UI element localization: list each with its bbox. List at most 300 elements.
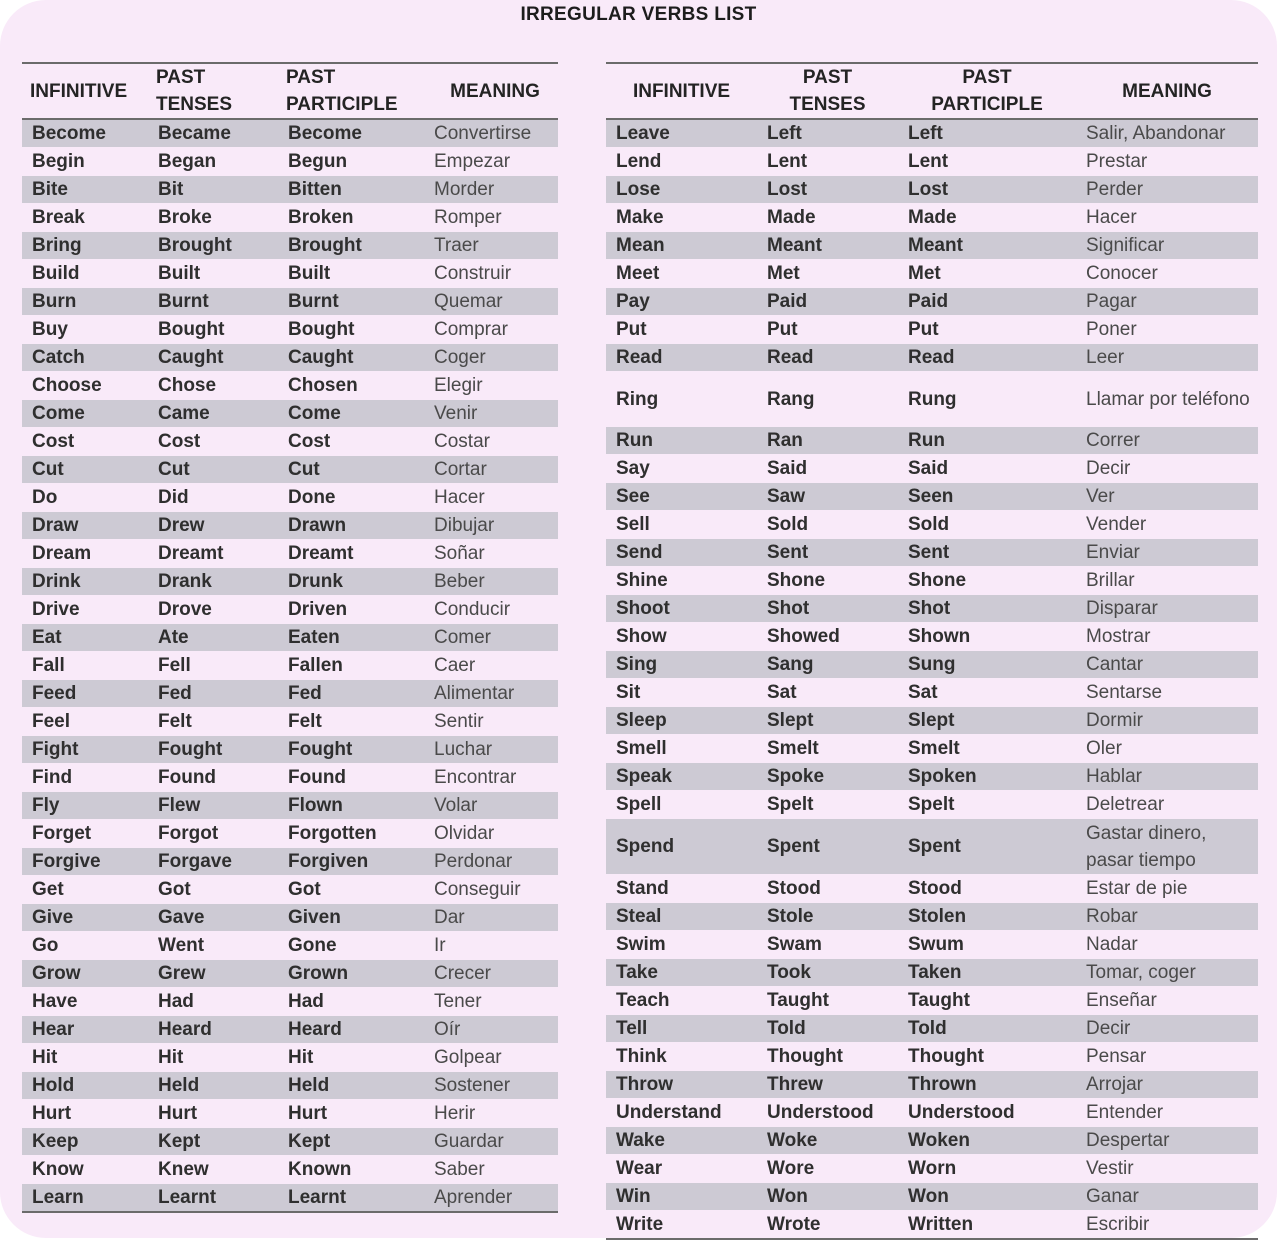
past-tense-cell: Fought bbox=[148, 736, 278, 764]
table-row bbox=[22, 848, 558, 876]
infinitive-cell: Stand bbox=[606, 874, 757, 902]
table-row bbox=[606, 707, 1258, 735]
infinitive-cell: Dream bbox=[22, 540, 148, 568]
table-row bbox=[22, 652, 558, 680]
past-participle-cell: Driven bbox=[278, 596, 424, 624]
past-participle-cell: Paid bbox=[898, 288, 1076, 316]
past-participle-cell: Spent bbox=[898, 819, 1076, 874]
past-participle-cell: Known bbox=[278, 1156, 424, 1184]
meaning-cell: Cantar bbox=[1076, 651, 1258, 679]
infinitive-cell: Sleep bbox=[606, 707, 757, 735]
past-tense-cell: Came bbox=[148, 400, 278, 428]
table-row bbox=[22, 680, 558, 708]
meaning-cell: Costar bbox=[424, 428, 558, 456]
meaning-cell: Cortar bbox=[424, 456, 558, 484]
past-tense-cell: Hit bbox=[148, 1044, 278, 1072]
past-tense-cell: Bought bbox=[148, 316, 278, 344]
table-row bbox=[606, 1014, 1258, 1042]
past-participle-cell: Swum bbox=[898, 930, 1076, 958]
past-tense-cell: Spelt bbox=[757, 791, 898, 819]
past-participle-cell: Fought bbox=[278, 736, 424, 764]
meaning-cell: Correr bbox=[1076, 427, 1258, 455]
meaning-cell: Deletrear bbox=[1076, 791, 1258, 819]
past-tense-cell: Cut bbox=[148, 456, 278, 484]
past-participle-cell: Read bbox=[898, 344, 1076, 372]
table-row bbox=[606, 176, 1258, 204]
table-row bbox=[22, 736, 558, 764]
table-row bbox=[606, 288, 1258, 316]
table-row bbox=[22, 1044, 558, 1072]
past-tense-cell: Stole bbox=[757, 902, 898, 930]
infinitive-cell: Cut bbox=[22, 456, 148, 484]
header-row bbox=[606, 63, 1258, 119]
past-tenses-header: PAST TENSES bbox=[148, 63, 278, 119]
past-tense-cell: Flew bbox=[148, 792, 278, 820]
table-row bbox=[22, 568, 558, 596]
meaning-cell: Leer bbox=[1076, 344, 1258, 372]
infinitive-cell: Sell bbox=[606, 511, 757, 539]
table-row bbox=[22, 148, 558, 176]
infinitive-cell: Do bbox=[22, 484, 148, 512]
past-tense-cell: Rang bbox=[757, 372, 898, 427]
past-participle-cell: Burnt bbox=[278, 288, 424, 316]
infinitive-cell: Write bbox=[606, 1210, 757, 1239]
table-row bbox=[606, 148, 1258, 176]
past-tense-cell: Felt bbox=[148, 708, 278, 736]
past-tense-cell: Made bbox=[757, 204, 898, 232]
table-row bbox=[606, 651, 1258, 679]
past-participle-cell: Lost bbox=[898, 176, 1076, 204]
table-row bbox=[22, 204, 558, 232]
infinitive-cell: Throw bbox=[606, 1070, 757, 1098]
meaning-cell: Oler bbox=[1076, 735, 1258, 763]
table-row bbox=[606, 1210, 1258, 1239]
past-tense-cell: Spent bbox=[757, 819, 898, 874]
table-row bbox=[22, 1184, 558, 1213]
meaning-cell: Convertirse bbox=[424, 119, 558, 148]
meaning-cell: Dibujar bbox=[424, 512, 558, 540]
meaning-cell: Elegir bbox=[424, 372, 558, 400]
infinitive-cell: Meet bbox=[606, 260, 757, 288]
meaning-cell: Pagar bbox=[1076, 288, 1258, 316]
past-participle-cell: Sold bbox=[898, 511, 1076, 539]
past-tense-cell: Read bbox=[757, 344, 898, 372]
left-table-body bbox=[22, 119, 558, 1212]
table-row bbox=[22, 1016, 558, 1044]
table-row bbox=[22, 624, 558, 652]
past-participle-cell: Told bbox=[898, 1014, 1076, 1042]
past-tense-cell: Cost bbox=[148, 428, 278, 456]
meaning-cell: Conocer bbox=[1076, 260, 1258, 288]
past-participle-cell: Fed bbox=[278, 680, 424, 708]
past-participle-cell: Met bbox=[898, 260, 1076, 288]
meaning-cell: Hacer bbox=[424, 484, 558, 512]
past-tense-cell: Wore bbox=[757, 1154, 898, 1182]
table-row bbox=[606, 567, 1258, 595]
past-tense-cell: Heard bbox=[148, 1016, 278, 1044]
meaning-cell: Crecer bbox=[424, 960, 558, 988]
past-participle-cell: Written bbox=[898, 1210, 1076, 1239]
past-tense-cell: Shot bbox=[757, 595, 898, 623]
meaning-cell: Pensar bbox=[1076, 1042, 1258, 1070]
infinitive-cell: Ring bbox=[606, 372, 757, 427]
infinitive-cell: Buy bbox=[22, 316, 148, 344]
meaning-cell: Llamar por teléfono bbox=[1076, 372, 1258, 427]
infinitive-cell: See bbox=[606, 483, 757, 511]
meaning-cell: Mostrar bbox=[1076, 623, 1258, 651]
past-tense-cell: Built bbox=[148, 260, 278, 288]
infinitive-cell: Hit bbox=[22, 1044, 148, 1072]
past-tense-cell: Grew bbox=[148, 960, 278, 988]
infinitive-cell: Fly bbox=[22, 792, 148, 820]
table-row bbox=[22, 1072, 558, 1100]
past-tense-cell: Paid bbox=[757, 288, 898, 316]
infinitive-cell: Get bbox=[22, 876, 148, 904]
infinitive-cell: Spell bbox=[606, 791, 757, 819]
past-tense-cell: Dreamt bbox=[148, 540, 278, 568]
meaning-cell: Golpear bbox=[424, 1044, 558, 1072]
past-participle-cell: Learnt bbox=[278, 1184, 424, 1213]
past-participle-cell: Smelt bbox=[898, 735, 1076, 763]
past-participle-cell: Stolen bbox=[898, 902, 1076, 930]
infinitive-cell: Put bbox=[606, 316, 757, 344]
header-row bbox=[22, 63, 558, 119]
past-tense-cell: Sent bbox=[757, 539, 898, 567]
past-participle-cell: Thrown bbox=[898, 1070, 1076, 1098]
past-tense-cell: Put bbox=[757, 316, 898, 344]
past-tense-cell: Kept bbox=[148, 1128, 278, 1156]
infinitive-cell: Send bbox=[606, 539, 757, 567]
meaning-cell: Poner bbox=[1076, 316, 1258, 344]
infinitive-cell: Know bbox=[22, 1156, 148, 1184]
past-tense-cell: Forgot bbox=[148, 820, 278, 848]
past-tense-cell: Sold bbox=[757, 511, 898, 539]
table-row bbox=[22, 596, 558, 624]
table-row bbox=[22, 820, 558, 848]
past-tense-cell: Began bbox=[148, 148, 278, 176]
past-participle-header: PAST PARTICIPLE bbox=[898, 63, 1076, 119]
past-participle-cell: Caught bbox=[278, 344, 424, 372]
table-row bbox=[606, 372, 1258, 427]
past-tense-cell: Shone bbox=[757, 567, 898, 595]
meaning-cell: Disparar bbox=[1076, 595, 1258, 623]
meaning-header: MEANING bbox=[424, 63, 558, 119]
table-row bbox=[22, 428, 558, 456]
infinitive-cell: Build bbox=[22, 260, 148, 288]
past-participle-cell: Held bbox=[278, 1072, 424, 1100]
infinitive-cell: Spend bbox=[606, 819, 757, 874]
table-row bbox=[606, 958, 1258, 986]
table-row bbox=[606, 483, 1258, 511]
past-tense-cell: Won bbox=[757, 1182, 898, 1210]
table-row bbox=[606, 902, 1258, 930]
infinitive-cell: Think bbox=[606, 1042, 757, 1070]
table-row bbox=[22, 876, 558, 904]
past-tense-cell: Stood bbox=[757, 874, 898, 902]
meaning-cell: Robar bbox=[1076, 902, 1258, 930]
meaning-cell: Tomar, coger bbox=[1076, 958, 1258, 986]
table-row bbox=[606, 679, 1258, 707]
infinitive-cell: Understand bbox=[606, 1098, 757, 1126]
table-row bbox=[22, 176, 558, 204]
past-tense-cell: Did bbox=[148, 484, 278, 512]
past-tense-cell: Took bbox=[757, 958, 898, 986]
table-row bbox=[606, 316, 1258, 344]
table-row bbox=[606, 930, 1258, 958]
table-row bbox=[606, 819, 1258, 874]
past-tense-cell: Meant bbox=[757, 232, 898, 260]
infinitive-cell: Run bbox=[606, 427, 757, 455]
past-tense-cell: Found bbox=[148, 764, 278, 792]
table-row bbox=[606, 986, 1258, 1014]
table-row bbox=[606, 763, 1258, 791]
infinitive-cell: Drink bbox=[22, 568, 148, 596]
table-row bbox=[606, 427, 1258, 455]
table-row bbox=[22, 1128, 558, 1156]
meaning-cell: Dar bbox=[424, 904, 558, 932]
meaning-cell: Guardar bbox=[424, 1128, 558, 1156]
table-row bbox=[22, 344, 558, 372]
meaning-cell: Soñar bbox=[424, 540, 558, 568]
infinitive-cell: Wake bbox=[606, 1126, 757, 1154]
table-row bbox=[606, 1154, 1258, 1182]
table-row bbox=[22, 484, 558, 512]
infinitive-cell: Go bbox=[22, 932, 148, 960]
meaning-cell: Oír bbox=[424, 1016, 558, 1044]
past-tense-cell: Ran bbox=[757, 427, 898, 455]
past-participle-cell: Eaten bbox=[278, 624, 424, 652]
meaning-cell: Saber bbox=[424, 1156, 558, 1184]
past-participle-cell: Shown bbox=[898, 623, 1076, 651]
infinitive-cell: Eat bbox=[22, 624, 148, 652]
past-participle-cell: Heard bbox=[278, 1016, 424, 1044]
past-tense-cell: Woke bbox=[757, 1126, 898, 1154]
meaning-cell: Comer bbox=[424, 624, 558, 652]
infinitive-cell: Keep bbox=[22, 1128, 148, 1156]
infinitive-cell: Wear bbox=[606, 1154, 757, 1182]
past-tenses-header: PAST TENSES bbox=[757, 63, 898, 119]
meaning-cell: Perder bbox=[1076, 176, 1258, 204]
past-participle-cell: Cost bbox=[278, 428, 424, 456]
meaning-cell: Vender bbox=[1076, 511, 1258, 539]
infinitive-cell: Feel bbox=[22, 708, 148, 736]
table-row bbox=[606, 511, 1258, 539]
infinitive-cell: Sit bbox=[606, 679, 757, 707]
past-participle-cell: Sat bbox=[898, 679, 1076, 707]
table-row bbox=[22, 904, 558, 932]
infinitive-cell: Cost bbox=[22, 428, 148, 456]
infinitive-cell: Lend bbox=[606, 148, 757, 176]
meaning-cell: Despertar bbox=[1076, 1126, 1258, 1154]
table-row bbox=[606, 623, 1258, 651]
past-participle-cell: Drunk bbox=[278, 568, 424, 596]
meaning-cell: Sentir bbox=[424, 708, 558, 736]
meaning-cell: Significar bbox=[1076, 232, 1258, 260]
past-tense-cell: Drew bbox=[148, 512, 278, 540]
infinitive-cell: Speak bbox=[606, 763, 757, 791]
past-participle-cell: Drawn bbox=[278, 512, 424, 540]
meaning-cell: Arrojar bbox=[1076, 1070, 1258, 1098]
past-participle-cell: Found bbox=[278, 764, 424, 792]
meaning-cell: Decir bbox=[1076, 455, 1258, 483]
past-participle-cell: Spoken bbox=[898, 763, 1076, 791]
meaning-cell: Traer bbox=[424, 232, 558, 260]
meaning-cell: Sentarse bbox=[1076, 679, 1258, 707]
infinitive-header: INFINITIVE bbox=[606, 63, 757, 119]
infinitive-cell: Tell bbox=[606, 1014, 757, 1042]
table-row bbox=[22, 400, 558, 428]
infinitive-cell: Lose bbox=[606, 176, 757, 204]
meaning-cell: Prestar bbox=[1076, 148, 1258, 176]
past-participle-cell: Left bbox=[898, 119, 1076, 148]
infinitive-cell: Win bbox=[606, 1182, 757, 1210]
table-row bbox=[606, 735, 1258, 763]
past-participle-cell: Shone bbox=[898, 567, 1076, 595]
table-row bbox=[606, 1042, 1258, 1070]
meaning-cell: Olvidar bbox=[424, 820, 558, 848]
past-participle-cell: Hurt bbox=[278, 1100, 424, 1128]
past-participle-cell: Run bbox=[898, 427, 1076, 455]
meaning-cell: Alimentar bbox=[424, 680, 558, 708]
infinitive-cell: Pay bbox=[606, 288, 757, 316]
meaning-cell: Herir bbox=[424, 1100, 558, 1128]
meaning-cell: Luchar bbox=[424, 736, 558, 764]
infinitive-cell: Hear bbox=[22, 1016, 148, 1044]
infinitive-cell: Come bbox=[22, 400, 148, 428]
table-row bbox=[22, 288, 558, 316]
meaning-cell: Decir bbox=[1076, 1014, 1258, 1042]
meaning-cell: Enviar bbox=[1076, 539, 1258, 567]
meaning-cell: Hablar bbox=[1076, 763, 1258, 791]
infinitive-cell: Hurt bbox=[22, 1100, 148, 1128]
meaning-header: MEANING bbox=[1076, 63, 1258, 119]
table-row bbox=[22, 456, 558, 484]
past-tense-cell: Said bbox=[757, 455, 898, 483]
table-row bbox=[606, 595, 1258, 623]
past-tense-cell: Had bbox=[148, 988, 278, 1016]
past-tense-cell: Left bbox=[757, 119, 898, 148]
infinitive-cell: Find bbox=[22, 764, 148, 792]
table-row bbox=[606, 232, 1258, 260]
past-tense-cell: Gave bbox=[148, 904, 278, 932]
past-tense-cell: Ate bbox=[148, 624, 278, 652]
infinitive-cell: Take bbox=[606, 958, 757, 986]
infinitive-cell: Show bbox=[606, 623, 757, 651]
infinitive-cell: Draw bbox=[22, 512, 148, 540]
meaning-cell: Vestir bbox=[1076, 1154, 1258, 1182]
infinitive-cell: Teach bbox=[606, 986, 757, 1014]
table-row bbox=[22, 540, 558, 568]
meaning-cell: Morder bbox=[424, 176, 558, 204]
infinitive-cell: Burn bbox=[22, 288, 148, 316]
meaning-cell: Quemar bbox=[424, 288, 558, 316]
table-row bbox=[22, 792, 558, 820]
past-tense-cell: Told bbox=[757, 1014, 898, 1042]
past-tense-cell: Learnt bbox=[148, 1184, 278, 1213]
past-participle-cell: Cut bbox=[278, 456, 424, 484]
infinitive-cell: Bring bbox=[22, 232, 148, 260]
past-tense-cell: Brought bbox=[148, 232, 278, 260]
infinitive-cell: Smell bbox=[606, 735, 757, 763]
past-tense-cell: Held bbox=[148, 1072, 278, 1100]
infinitive-cell: Have bbox=[22, 988, 148, 1016]
meaning-cell: Caer bbox=[424, 652, 558, 680]
table-row bbox=[22, 260, 558, 288]
infinitive-cell: Bite bbox=[22, 176, 148, 204]
meaning-cell: Sostener bbox=[424, 1072, 558, 1100]
past-participle-cell: Grown bbox=[278, 960, 424, 988]
table-row bbox=[22, 512, 558, 540]
meaning-cell: Conseguir bbox=[424, 876, 558, 904]
past-participle-cell: Bitten bbox=[278, 176, 424, 204]
past-participle-cell: Gone bbox=[278, 932, 424, 960]
meaning-cell: Ver bbox=[1076, 483, 1258, 511]
infinitive-cell: Learn bbox=[22, 1184, 148, 1213]
table-row bbox=[606, 204, 1258, 232]
past-participle-cell: Meant bbox=[898, 232, 1076, 260]
past-participle-cell: Begun bbox=[278, 148, 424, 176]
infinitive-cell: Shoot bbox=[606, 595, 757, 623]
past-tense-cell: Showed bbox=[757, 623, 898, 651]
past-tense-cell: Got bbox=[148, 876, 278, 904]
meaning-cell: Ir bbox=[424, 932, 558, 960]
meaning-cell: Estar de pie bbox=[1076, 874, 1258, 902]
past-participle-cell: Won bbox=[898, 1182, 1076, 1210]
meaning-cell: Ganar bbox=[1076, 1182, 1258, 1210]
past-participle-cell: Spelt bbox=[898, 791, 1076, 819]
right-verbs-table bbox=[606, 62, 1258, 1240]
past-tense-cell: Chose bbox=[148, 372, 278, 400]
table-row bbox=[22, 372, 558, 400]
past-tense-cell: Broke bbox=[148, 204, 278, 232]
infinitive-cell: Fall bbox=[22, 652, 148, 680]
past-participle-cell: Brought bbox=[278, 232, 424, 260]
table-row bbox=[22, 932, 558, 960]
table-row bbox=[22, 988, 558, 1016]
past-tense-cell: Caught bbox=[148, 344, 278, 372]
meaning-cell: Gastar dinero, pasar tiempo bbox=[1076, 819, 1258, 874]
table-row bbox=[22, 1100, 558, 1128]
past-participle-cell: Fallen bbox=[278, 652, 424, 680]
past-participle-cell: Stood bbox=[898, 874, 1076, 902]
past-tense-cell: Lent bbox=[757, 148, 898, 176]
past-tense-cell: Swam bbox=[757, 930, 898, 958]
table-row bbox=[22, 1156, 558, 1184]
past-participle-cell: Seen bbox=[898, 483, 1076, 511]
past-tense-cell: Lost bbox=[757, 176, 898, 204]
past-participle-cell: Bought bbox=[278, 316, 424, 344]
past-tense-cell: Slept bbox=[757, 707, 898, 735]
infinitive-cell: Swim bbox=[606, 930, 757, 958]
past-participle-cell: Woken bbox=[898, 1126, 1076, 1154]
past-participle-cell: Flown bbox=[278, 792, 424, 820]
past-participle-cell: Built bbox=[278, 260, 424, 288]
infinitive-cell: Give bbox=[22, 904, 148, 932]
past-participle-header: PAST PARTICIPLE bbox=[278, 63, 424, 119]
past-tense-cell: Spoke bbox=[757, 763, 898, 791]
left-verbs-table bbox=[22, 62, 558, 1213]
meaning-cell: Comprar bbox=[424, 316, 558, 344]
right-table-body bbox=[606, 119, 1258, 1239]
table-row bbox=[606, 874, 1258, 902]
past-tense-cell: Knew bbox=[148, 1156, 278, 1184]
table-row bbox=[22, 232, 558, 260]
past-participle-cell: Forgiven bbox=[278, 848, 424, 876]
past-participle-cell: Thought bbox=[898, 1042, 1076, 1070]
table-row bbox=[22, 119, 558, 148]
meaning-cell: Dormir bbox=[1076, 707, 1258, 735]
table-row bbox=[22, 764, 558, 792]
